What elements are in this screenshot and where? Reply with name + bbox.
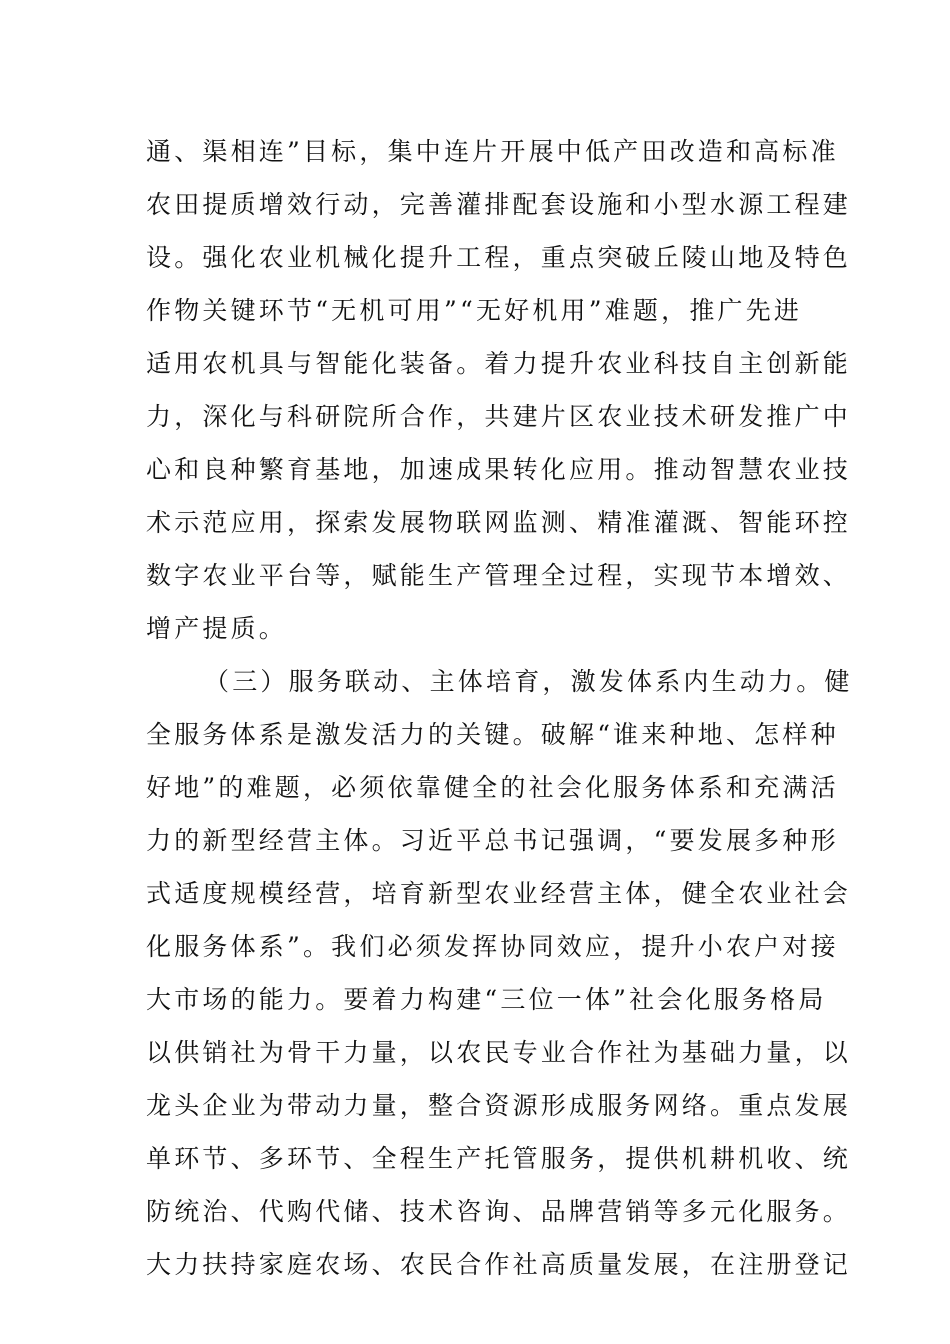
text-line: 全服务体系是激发活力的关键。破解“谁来种地、怎样种 — [146, 720, 839, 749]
text-line: 好地”的难题，必须依靠健全的社会化服务体系和充满活 — [146, 773, 839, 802]
text-line: 龙头企业为带动力量，整合资源形成服务网络。重点发展 — [146, 1091, 852, 1120]
section-heading-line: （三）服务联动、主体培育，激发体系内生动力。健 — [204, 667, 853, 696]
text-line: 单环节、多环节、全程生产托管服务，提供机耕机收、统 — [146, 1144, 852, 1173]
text-line: 力，深化与科研院所合作，共建片区农业技术研发推广中 — [146, 402, 852, 431]
text-line: 术示范应用，探索发展物联网监测、精准灌溉、智能环控 — [146, 508, 852, 537]
text-line: 数字农业平台等，赋能生产管理全过程，实现节本增效、 — [146, 561, 852, 590]
text-line: 适用农机具与智能化装备。着力提升农业科技自主创新能 — [146, 349, 852, 378]
text-line: 大力扶持家庭农场、农民合作社高质量发展，在注册登记 — [146, 1250, 852, 1279]
text-line: 作物关键环节“无机可用”“无好机用”难题，推广先进 — [146, 296, 803, 325]
text-line: 农田提质增效行动，完善灌排配套设施和小型水源工程建 — [146, 190, 852, 219]
text-line: 通、渠相连”目标，集中连片开展中低产田改造和高标准 — [146, 137, 839, 166]
text-line: 化服务体系”。我们必须发挥协同效应，提升小农户对接 — [146, 932, 839, 961]
text-line: 设。强化农业机械化提升工程，重点突破丘陵山地及特色 — [146, 243, 852, 272]
text-line: 增产提质。 — [146, 614, 288, 643]
text-line: 防统治、代购代储、技术咨询、品牌营销等多元化服务。 — [146, 1197, 852, 1226]
text-line: 心和良种繁育基地，加速成果转化应用。推动智慧农业技 — [146, 455, 852, 484]
text-line: 力的新型经营主体。习近平总书记强调，“要发展多种形 — [146, 826, 839, 855]
text-line: 以供销社为骨干力量，以农民专业合作社为基础力量，以 — [146, 1038, 852, 1067]
text-line: 大市场的能力。要着力构建“三位一体”社会化服务格局 — [146, 985, 827, 1014]
body-text — [146, 125, 853, 1291]
text-line: 式适度规模经营，培育新型农业经营主体，健全农业社会 — [146, 879, 852, 908]
